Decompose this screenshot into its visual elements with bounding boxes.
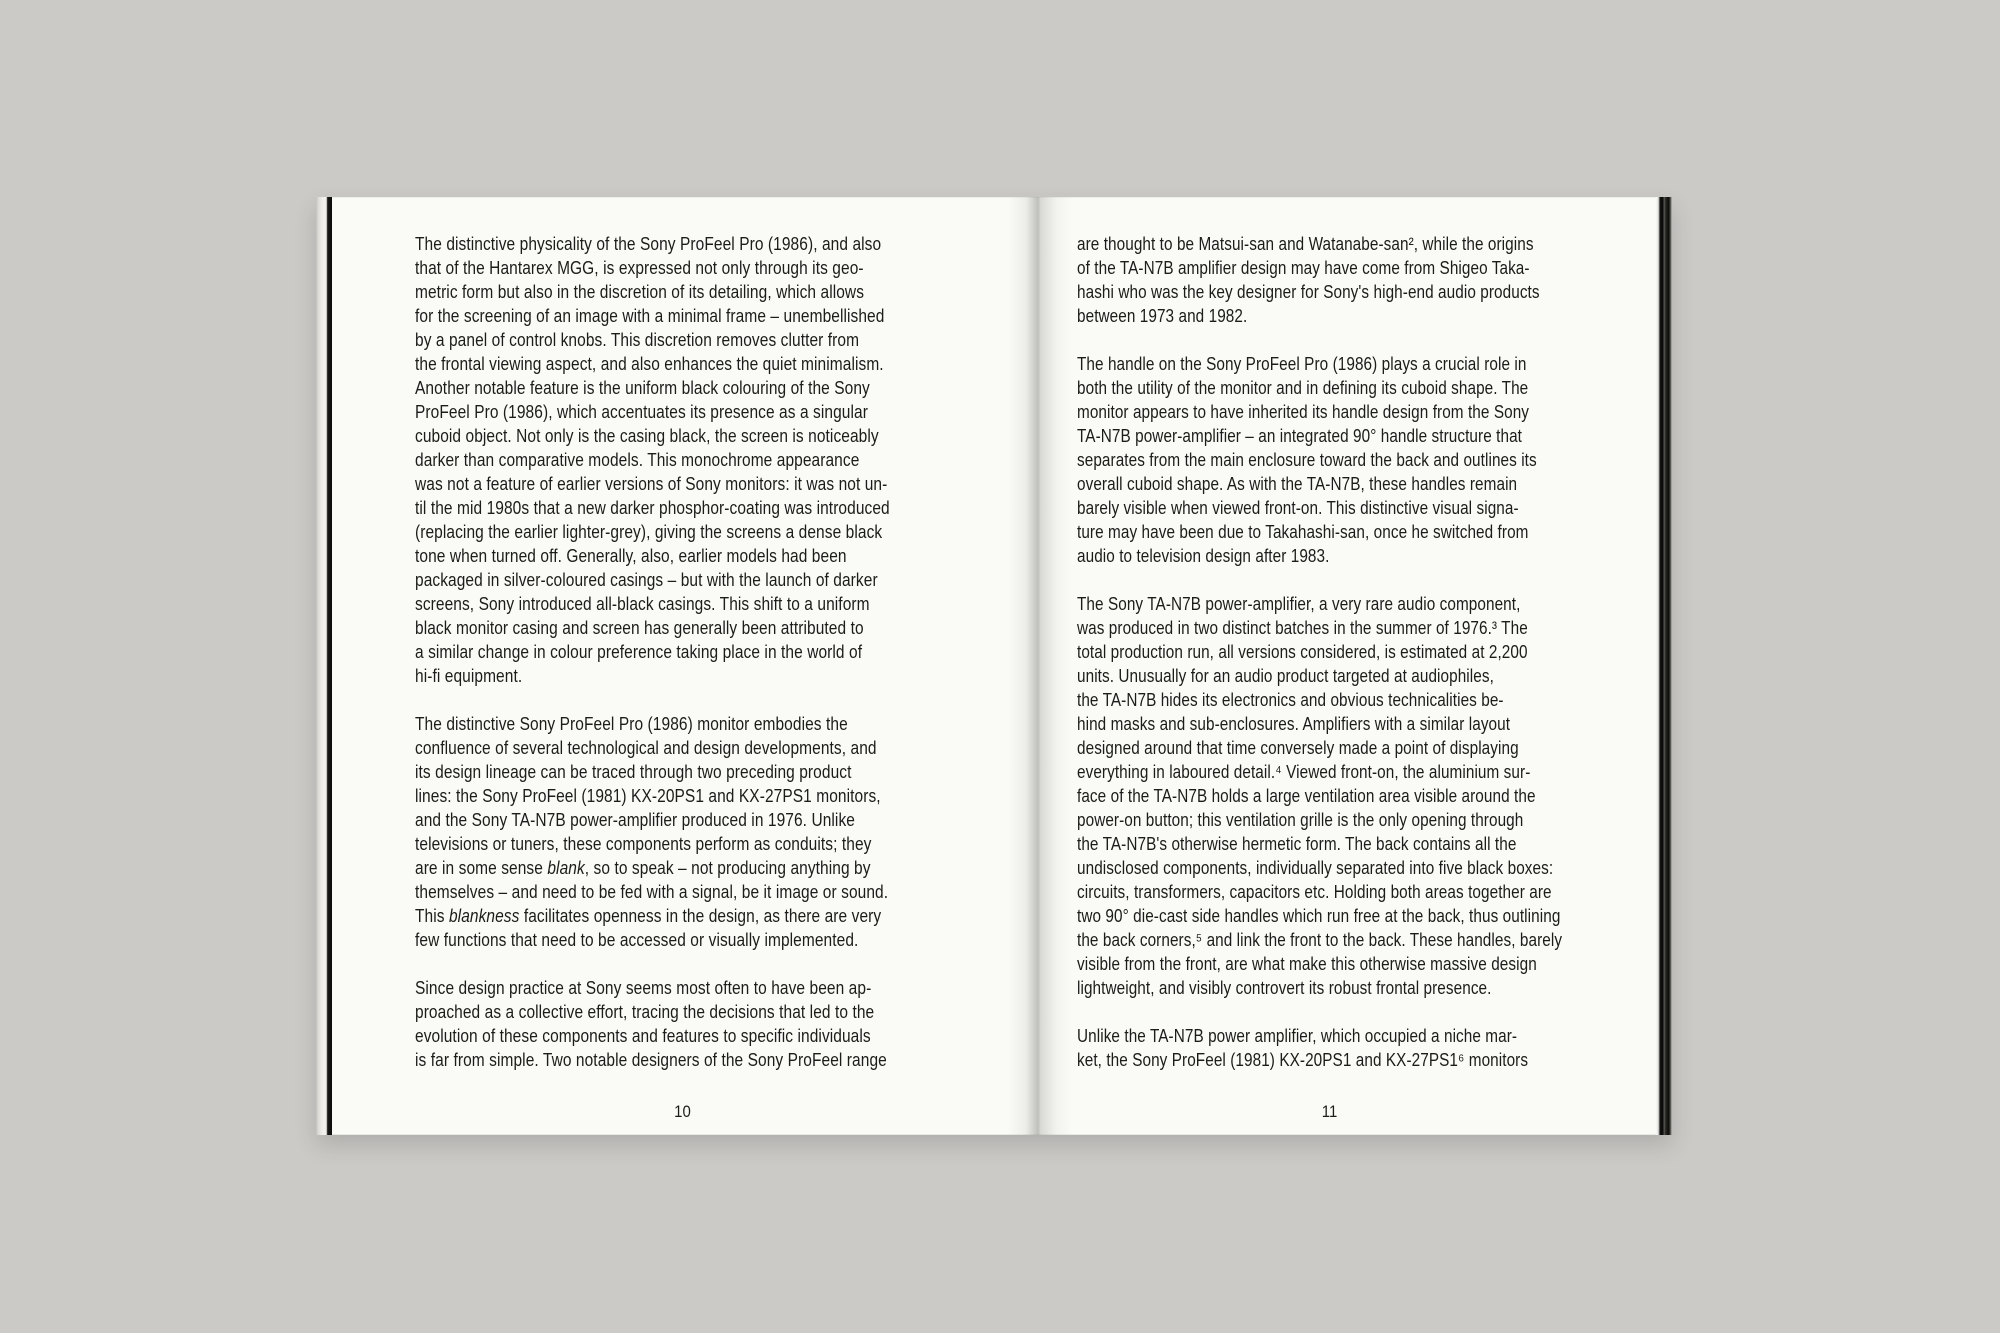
text-line: ket, the Sony ProFeel (1981) KX-20PS1 and KX-27PS1⁶ monitors: [1077, 1050, 1529, 1070]
text-line: two 90° die-cast side handles which run free at the back, thus outlining: [1077, 906, 1561, 926]
paragraph: [415, 712, 890, 952]
paragraph: [415, 232, 890, 688]
text-line: both the utility of the monitor and in defining its cuboid shape. The: [1077, 378, 1529, 398]
text-line: TA-N7B power-amplifier – an integrated 90° handle structure that: [1077, 426, 1523, 446]
paragraph: [1077, 232, 1562, 328]
text-line: are in some sense blank, so to speak – not producing anything by: [415, 858, 871, 878]
paragraph: [1077, 592, 1562, 1000]
text-line: of the TA-N7B amplifier design may have come from Shigeo Taka-: [1077, 258, 1530, 278]
left-page-text: [415, 232, 890, 1072]
text-line: a similar change in colour preference taking place in the world of: [415, 642, 863, 662]
text-line: confluence of several technological and design developments, and: [415, 738, 877, 758]
text-line: is far from simple. Two notable designers of the Sony ProFeel range: [415, 1050, 887, 1070]
text-line: (replacing the earlier lighter-grey), giving the screens a dense black: [415, 522, 883, 542]
text-line: between 1973 and 1982.: [1077, 306, 1248, 326]
text-line: black monitor casing and screen has generally been attributed to: [415, 618, 864, 638]
text-line: was produced in two distinct batches in the summer of 1976.³ The: [1077, 618, 1528, 638]
text-line: The distinctive Sony ProFeel Pro (1986) monitor embodies the: [415, 714, 848, 734]
text-line: hi-fi equipment.: [415, 666, 523, 686]
page-edge-left: [316, 197, 332, 1135]
text-line: the frontal viewing aspect, and also enhances the quiet minimalism.: [415, 354, 884, 374]
right-page: [1040, 197, 1656, 1135]
text-line: lightweight, and visibly controvert its robust frontal presence.: [1077, 978, 1492, 998]
text-line: metric form but also in the discretion of its detailing, which allows: [415, 282, 865, 302]
text-line: undisclosed components, individually separated into five black boxes:: [1077, 858, 1554, 878]
text-line: screens, Sony introduced all-black casings. This shift to a uniform: [415, 594, 870, 614]
text-line: themselves – and need to be fed with a signal, be it image or sound.: [415, 882, 889, 902]
text-line: was not a feature of earlier versions of Sony monitors: it was not un-: [415, 474, 888, 494]
text-line: This blankness facilitates openness in the design, as there are very: [415, 906, 882, 926]
text-line: for the screening of an image with a minimal frame – unembellished: [415, 306, 885, 326]
text-line: ture may have been due to Takahashi-san, once he switched from: [1077, 522, 1529, 542]
text-line: televisions or tuners, these components perform as conduits; they: [415, 834, 872, 854]
text-line: The distinctive physicality of the Sony ProFeel Pro (1986), and also: [415, 234, 882, 254]
text-line: and the Sony TA-N7B power-amplifier produced in 1976. Unlike: [415, 810, 855, 830]
text-line: the TA-N7B's otherwise hermetic form. The back contains all the: [1077, 834, 1517, 854]
text-line: Unlike the TA-N7B power amplifier, which occupied a niche mar-: [1077, 1026, 1518, 1046]
text-line: proached as a collective effort, tracing the decisions that led to the: [415, 1002, 875, 1022]
text-line: evolution of these components and features to specific individuals: [415, 1026, 871, 1046]
text-line: by a panel of control knobs. This discretion removes clutter from: [415, 330, 860, 350]
page-edge-right: [1656, 197, 1672, 1135]
text-line: cuboid object. Not only is the casing black, the screen is noticeably: [415, 426, 879, 446]
text-line: Another notable feature is the uniform black colouring of the Sony: [415, 378, 870, 398]
text-line: power-on button; this ventilation grille is the only opening through: [1077, 810, 1524, 830]
left-page: [332, 197, 1040, 1135]
paragraph: [415, 976, 890, 1072]
text-line: designed around that time conversely made a point of displaying: [1077, 738, 1519, 758]
text-line: ProFeel Pro (1986), which accentuates its presence as a singular: [415, 402, 868, 422]
page-number-right: 11: [1321, 1102, 1338, 1121]
book-spread: [316, 197, 1672, 1135]
text-line: packaged in silver-coloured casings – but with the launch of darker: [415, 570, 878, 590]
text-line: The Sony TA-N7B power-amplifier, a very rare audio component,: [1077, 594, 1521, 614]
text-line: audio to television design after 1983.: [1077, 546, 1330, 566]
text-line: The handle on the Sony ProFeel Pro (1986) plays a crucial role in: [1077, 354, 1527, 374]
text-line: hashi who was the key designer for Sony's high-end audio products: [1077, 282, 1540, 302]
text-line: are thought to be Matsui-san and Watanabe-san², while the origins: [1077, 234, 1534, 254]
text-line: the TA-N7B hides its electronics and obvious technicalities be-: [1077, 690, 1504, 710]
text-line: few functions that need to be accessed or visually implemented.: [415, 930, 859, 950]
text-line: everything in laboured detail.⁴ Viewed front-on, the aluminium sur-: [1077, 762, 1531, 782]
text-line: face of the TA-N7B holds a large ventilation area visible around the: [1077, 786, 1536, 806]
text-line: monitor appears to have inherited its handle design from the Sony: [1077, 402, 1530, 422]
text-line: its design lineage can be traced through two preceding product: [415, 762, 852, 782]
text-line: darker than comparative models. This monochrome appearance: [415, 450, 860, 470]
text-line: separates from the main enclosure toward the back and outlines its: [1077, 450, 1537, 470]
text-line: total production run, all versions considered, is estimated at 2,200: [1077, 642, 1528, 662]
paragraph: [1077, 352, 1562, 568]
text-line: barely visible when viewed front-on. This distinctive visual signa-: [1077, 498, 1519, 518]
text-line: til the mid 1980s that a new darker phosphor-coating was introduced: [415, 498, 890, 518]
text-line: that of the Hantarex MGG, is expressed not only through its geo-: [415, 258, 864, 278]
text-line: circuits, transformers, capacitors etc. Holding both areas together are: [1077, 882, 1552, 902]
text-line: visible from the front, are what make this otherwise massive design: [1077, 954, 1537, 974]
text-line: lines: the Sony ProFeel (1981) KX-20PS1 and KX-27PS1 monitors,: [415, 786, 881, 806]
text-line: Since design practice at Sony seems most often to have been ap-: [415, 978, 872, 998]
page-number-left: 10: [674, 1102, 691, 1121]
text-line: tone when turned off. Generally, also, earlier models had been: [415, 546, 847, 566]
paragraph: [1077, 1024, 1562, 1072]
text-line: the back corners,⁵ and link the front to the back. These handles, barely: [1077, 930, 1563, 950]
right-page-text: [1077, 232, 1562, 1072]
text-line: units. Unusually for an audio product targeted at audiophiles,: [1077, 666, 1494, 686]
text-line: overall cuboid shape. As with the TA-N7B, these handles remain: [1077, 474, 1518, 494]
text-line: hind masks and sub-enclosures. Amplifiers with a similar layout: [1077, 714, 1511, 734]
